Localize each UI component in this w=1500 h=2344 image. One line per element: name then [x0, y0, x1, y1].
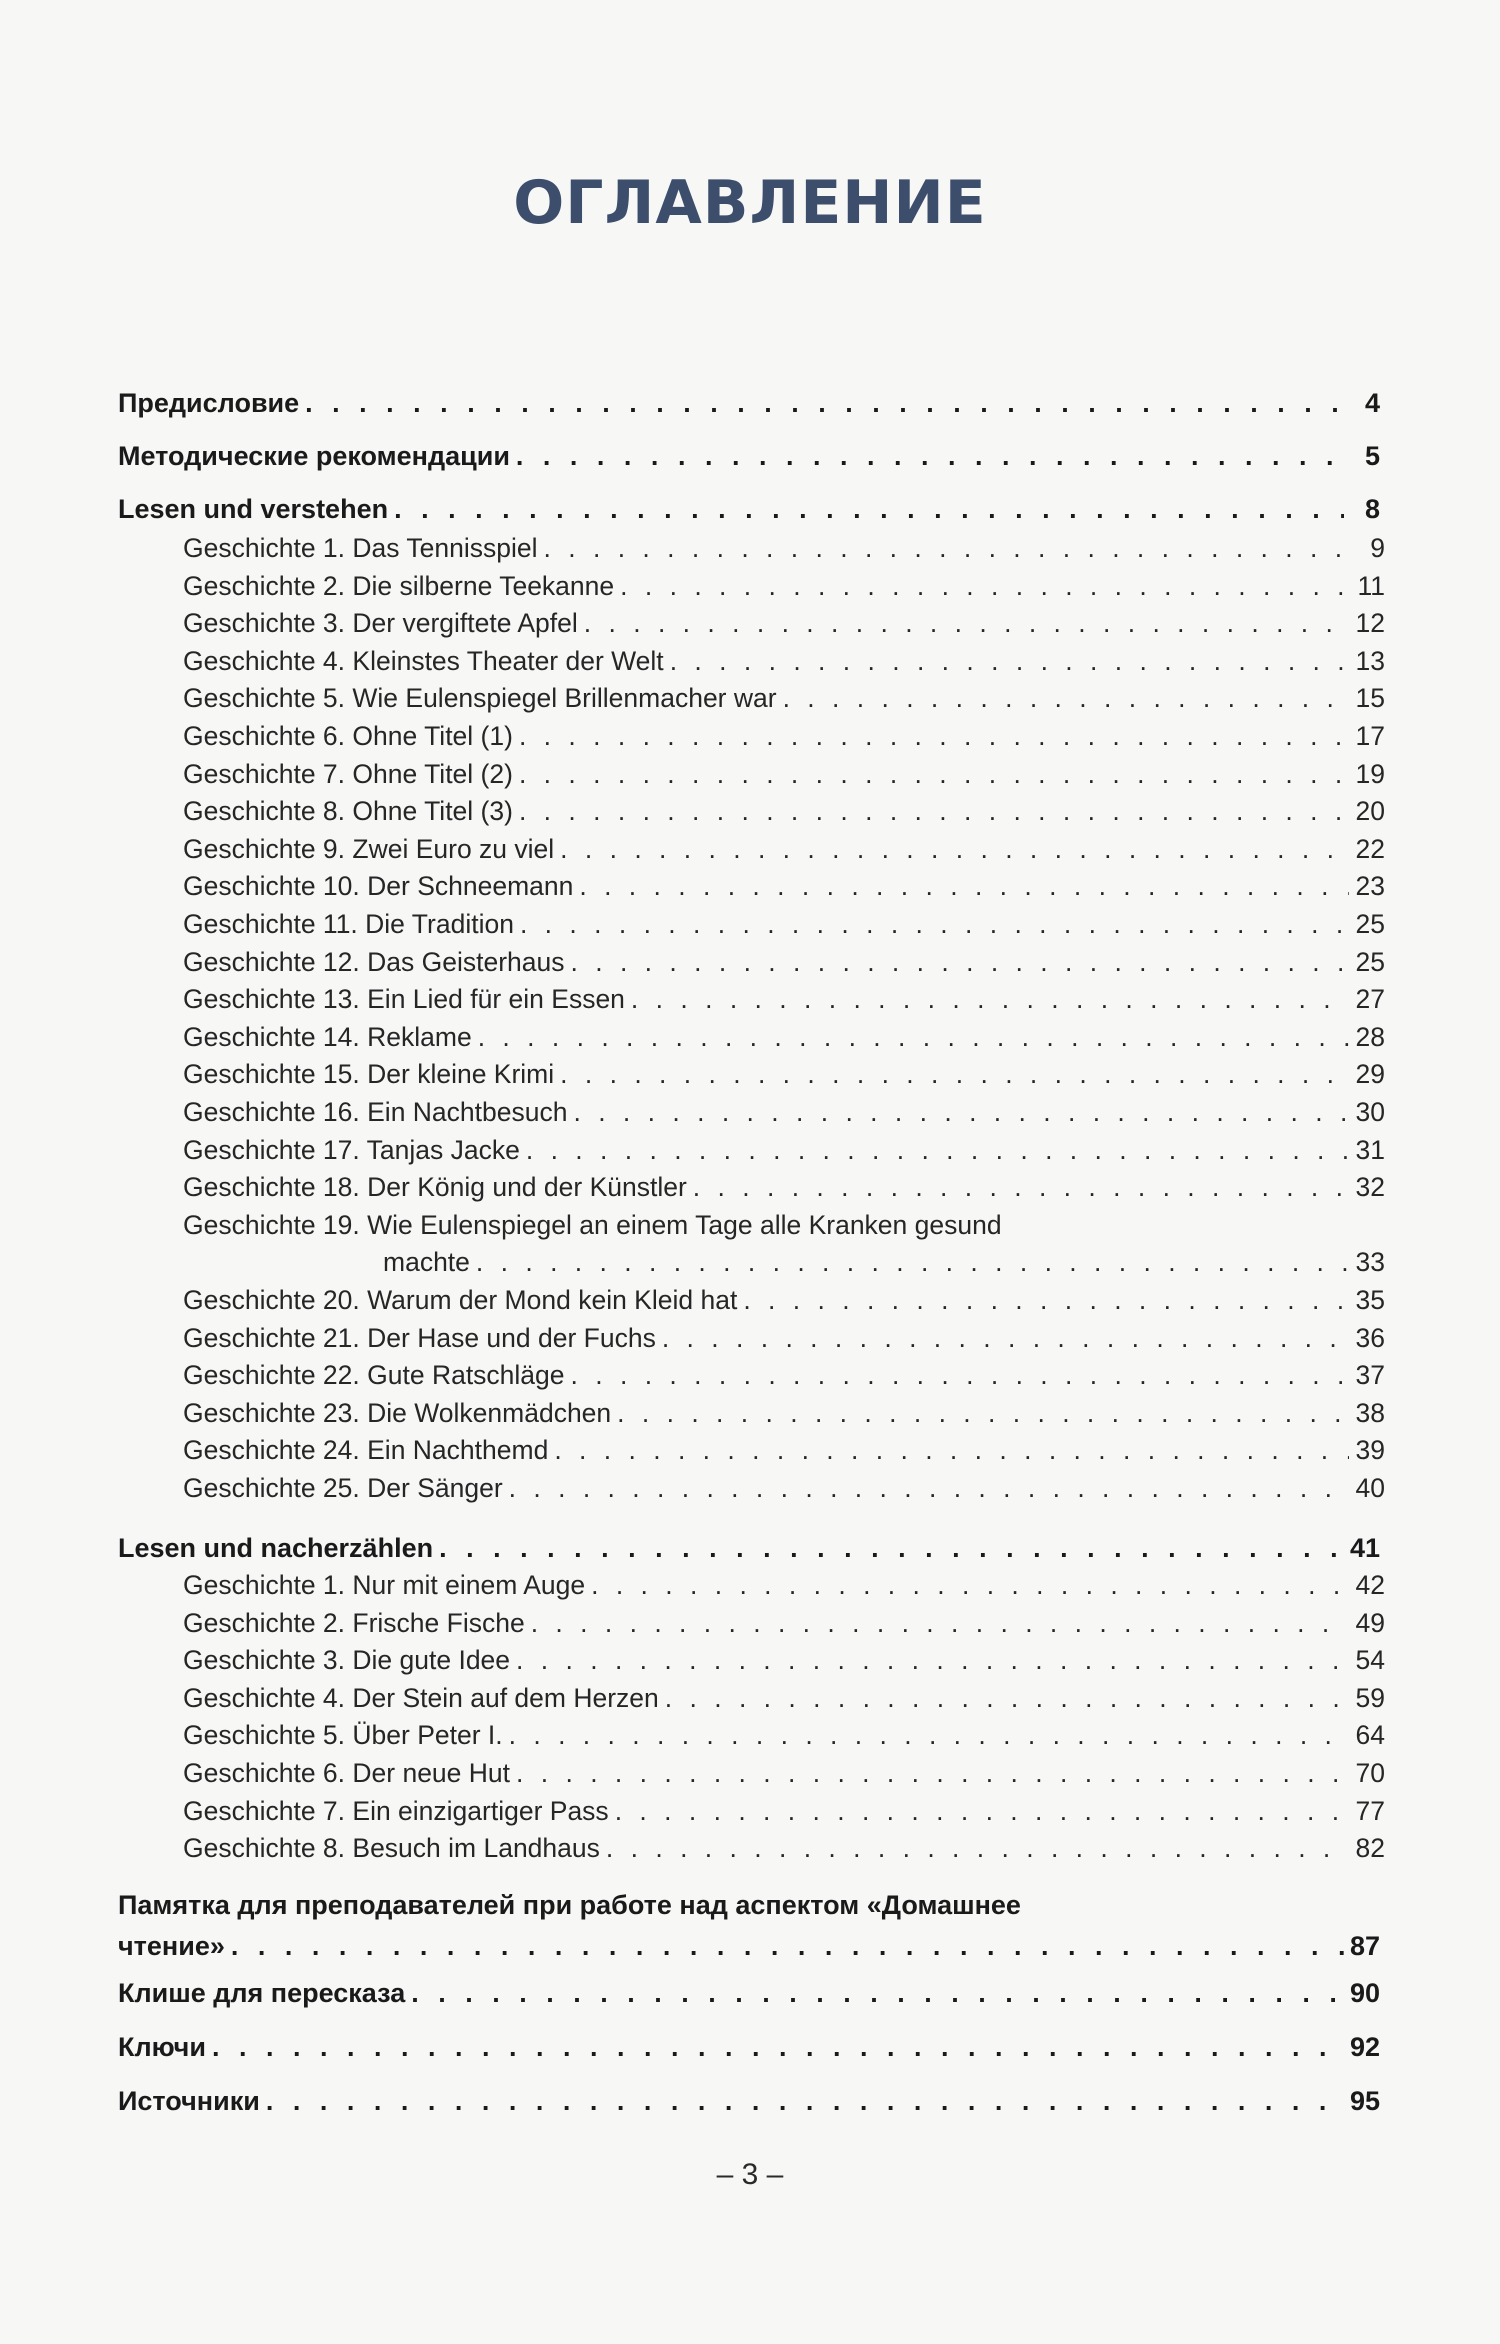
- toc-entry-label: Geschichte 1. Nur mit einem Auge: [183, 1570, 586, 1600]
- toc-entry-label: Предисловие: [118, 388, 300, 418]
- toc-entry-story[interactable]: [183, 1099, 1385, 1126]
- toc-page-number: 90: [1350, 1978, 1381, 2008]
- toc-page-number: 35: [1355, 1285, 1385, 1315]
- toc-entry-story[interactable]: [183, 1647, 1385, 1674]
- toc-page-number: 59: [1355, 1682, 1385, 1713]
- toc-entry-label: Geschichte 3. Der vergiftete Apfel: [183, 608, 578, 639]
- dot-leader: [519, 723, 1349, 750]
- toc-entry-label: Geschichte 6. Ohne Titel (1): [183, 721, 513, 751]
- toc-entry-label: Geschichte 11. Die Tradition: [183, 909, 514, 939]
- dot-leader: [439, 1535, 1344, 1562]
- dot-leader: [615, 1798, 1349, 1825]
- toc-entry-label: Geschichte 5. Über Peter I.: [183, 1720, 503, 1751]
- toc-entry-klyuchi[interactable]: [118, 2034, 1380, 2061]
- toc-page-number: 82: [1355, 1833, 1385, 1864]
- toc-entry-label-line1: Памятка для преподавателей при работе над аспектом «Домашнее: [118, 1890, 1021, 1920]
- dot-leader: [509, 1475, 1349, 1502]
- toc-entry-label: Ключи: [118, 2032, 206, 2062]
- toc-page-number: 19: [1355, 758, 1385, 789]
- toc-page-number: 17: [1355, 721, 1385, 751]
- toc-entry-label: Geschichte 4. Der Stein auf dem Herzen: [183, 1682, 659, 1713]
- toc-entry-label: Источники: [118, 2086, 260, 2116]
- toc-entry-label: Geschichte 8. Besuch im Landhaus: [183, 1833, 600, 1864]
- toc-entry-story[interactable]: [183, 1061, 1385, 1088]
- toc-entry-story[interactable]: [183, 798, 1385, 825]
- dot-leader: [305, 390, 1344, 417]
- toc-entry-story[interactable]: [183, 1437, 1385, 1464]
- toc-entry-story[interactable]: [183, 685, 1385, 712]
- page-title: ОГЛАВЛЕНИЕ: [513, 168, 987, 238]
- dot-leader: [531, 1610, 1349, 1637]
- toc-page-number: 87: [1350, 1931, 1381, 1961]
- dot-leader: [509, 1722, 1349, 1749]
- toc-page-number: 77: [1355, 1795, 1385, 1826]
- toc-entry-pamyatka[interactable]: [118, 1933, 1380, 1960]
- toc-entry-lesen-nacherzaehlen[interactable]: [118, 1535, 1380, 1562]
- toc-page-number: 4: [1364, 388, 1380, 418]
- toc-entry-klishe[interactable]: [118, 1980, 1380, 2007]
- toc-entry-story[interactable]: [183, 1682, 1385, 1713]
- toc-page-number: 33: [1355, 1247, 1385, 1278]
- toc-entry-label: machte: [383, 1247, 470, 1278]
- toc-entry-story[interactable]: [183, 1607, 1385, 1638]
- toc-entry-label: Geschichte 5. Wie Eulenspiegel Brillenmacher war: [183, 683, 777, 714]
- toc-page-number: 11: [1357, 570, 1385, 601]
- dot-leader: [516, 443, 1344, 470]
- toc-entry-label: Geschichte 8. Ohne Titel (3): [183, 796, 513, 827]
- toc-entry-story[interactable]: [183, 1362, 1385, 1389]
- toc-entry-label: Geschichte 23. Die Wolkenmädchen: [183, 1397, 612, 1428]
- toc-entry-story[interactable]: [183, 1021, 1385, 1052]
- toc-entry-story[interactable]: [183, 1174, 1385, 1201]
- toc-page-number: 8: [1364, 494, 1380, 524]
- dot-leader: [783, 685, 1349, 712]
- toc-entry-story[interactable]: [183, 1134, 1385, 1165]
- dot-leader: [266, 2088, 1344, 2115]
- dot-leader: [591, 1572, 1349, 1599]
- dot-leader: [606, 1835, 1349, 1862]
- toc-entry-istochniki[interactable]: [118, 2088, 1380, 2115]
- toc-entry-story[interactable]: [183, 1397, 1385, 1428]
- toc-entry-label: Geschichte 2. Frische Fische: [183, 1607, 525, 1638]
- toc-entry-label: Методические рекомендации: [118, 441, 510, 471]
- toc-entry-label: чтение»: [118, 1931, 225, 1961]
- toc-entry-story[interactable]: [183, 535, 1385, 562]
- toc-entry-label: Geschichte 20. Warum der Mond kein Kleid hat: [183, 1285, 738, 1315]
- toc-page-number: 42: [1355, 1570, 1385, 1600]
- toc-entry-label: Geschichte 17. Tanjas Jacke: [183, 1134, 520, 1165]
- toc-page-number: 12: [1355, 608, 1385, 639]
- toc-entry-label: Lesen und verstehen: [118, 494, 389, 524]
- dot-leader: [584, 610, 1349, 637]
- toc-entry-lesen-verstehen[interactable]: [118, 496, 1380, 523]
- dot-leader: [573, 1099, 1349, 1126]
- toc-entry-label: Geschichte 24. Ein Nachthemd: [183, 1435, 549, 1466]
- toc-page-number: 5: [1364, 441, 1380, 471]
- toc-page-number: 41: [1350, 1533, 1381, 1563]
- dot-leader: [571, 949, 1350, 976]
- toc-entry-label: Geschichte 14. Reklame: [183, 1021, 472, 1052]
- toc-page-number: 40: [1355, 1473, 1385, 1503]
- dot-leader: [212, 2034, 1344, 2061]
- toc-entry-label: Geschichte 18. Der König und der Künstler: [183, 1172, 687, 1203]
- toc-entry-label-line1: Geschichte 19. Wie Eulenspiegel an einem Tage alle Kranken gesund: [183, 1209, 1002, 1240]
- dot-leader: [478, 1024, 1349, 1051]
- toc-page-number: 22: [1355, 833, 1385, 864]
- toc-page-number: 38: [1355, 1397, 1385, 1428]
- toc-entry-label: Geschichte 9. Zwei Euro zu viel: [183, 833, 555, 864]
- toc-page-number: 54: [1355, 1645, 1385, 1676]
- dot-leader: [520, 911, 1349, 938]
- toc-entry-story[interactable]: [183, 1249, 1385, 1276]
- toc-entry-story[interactable]: [183, 570, 1385, 601]
- dot-leader: [743, 1287, 1349, 1314]
- toc-entry-story[interactable]: [183, 1795, 1385, 1826]
- dot-leader: [554, 1437, 1349, 1464]
- toc-entry-label: Geschichte 22. Gute Ratschläge: [183, 1360, 565, 1391]
- toc-page-number: 95: [1350, 2086, 1381, 2116]
- dot-leader: [394, 496, 1344, 523]
- toc-entry-label: Geschichte 1. Das Tennisspiel: [183, 533, 538, 563]
- toc-page-number: 36: [1355, 1322, 1385, 1353]
- dot-leader: [620, 573, 1349, 600]
- toc-entry-label: Geschichte 10. Der Schneemann: [183, 871, 574, 902]
- toc-page-number: 20: [1355, 796, 1385, 827]
- toc-entry-label: Geschichte 3. Die gute Idee: [183, 1645, 511, 1676]
- toc-page-number: 13: [1355, 645, 1385, 676]
- toc-page-number: 49: [1355, 1607, 1385, 1638]
- dot-leader: [526, 1137, 1349, 1164]
- toc-entry-label: Geschichte 25. Der Sänger: [183, 1473, 503, 1503]
- toc-page-number: 29: [1355, 1059, 1385, 1090]
- toc-page-number: 31: [1355, 1134, 1385, 1165]
- toc-page-number: 92: [1350, 2032, 1381, 2062]
- dot-leader: [411, 1980, 1344, 2007]
- dot-leader: [516, 1647, 1349, 1674]
- toc-entry-story[interactable]: [183, 1322, 1385, 1353]
- toc-page-number: 30: [1355, 1097, 1385, 1127]
- toc-entry-label: Geschichte 15. Der kleine Krimi: [183, 1059, 555, 1090]
- toc-page-number: 70: [1355, 1758, 1385, 1788]
- toc-entry-story[interactable]: [183, 1760, 1385, 1787]
- toc-page-number: 27: [1355, 984, 1385, 1015]
- toc-entry-story[interactable]: [183, 1835, 1385, 1862]
- dot-leader: [231, 1933, 1344, 1960]
- dot-leader: [519, 798, 1349, 825]
- toc-page-number: 64: [1355, 1720, 1385, 1751]
- dot-leader: [693, 1174, 1349, 1201]
- toc-entry-story[interactable]: [183, 1572, 1385, 1599]
- toc-page-number: 23: [1355, 871, 1385, 902]
- toc-entry-label: Geschichte 4. Kleinstes Theater der Welt: [183, 645, 664, 676]
- toc-entry-methodic[interactable]: [118, 443, 1380, 470]
- toc-entry-label: Geschichte 7. Ohne Titel (2): [183, 758, 513, 789]
- dot-leader: [560, 1061, 1349, 1088]
- toc-page-number: 39: [1355, 1435, 1385, 1466]
- toc-entry-story[interactable]: [183, 833, 1385, 864]
- toc-entry-story[interactable]: [183, 986, 1385, 1013]
- toc-entry-label: Клише для пересказа: [118, 1978, 406, 2008]
- toc-entry-story[interactable]: [183, 911, 1385, 938]
- dot-leader: [665, 1685, 1349, 1712]
- dot-leader: [476, 1249, 1349, 1276]
- toc-page-number: 25: [1355, 909, 1385, 939]
- dot-leader: [631, 986, 1349, 1013]
- dot-leader: [560, 836, 1349, 863]
- dot-leader: [670, 648, 1349, 675]
- toc-entry-label: Geschichte 16. Ein Nachtbesuch: [183, 1097, 568, 1127]
- toc-entry-story[interactable]: [183, 1287, 1385, 1314]
- dot-leader: [544, 535, 1349, 562]
- toc-entry-story[interactable]: [183, 1475, 1385, 1502]
- toc-entry-story[interactable]: [183, 610, 1385, 637]
- toc-entry-label: Geschichte 6. Der neue Hut: [183, 1758, 511, 1788]
- toc-entry-story[interactable]: [183, 873, 1385, 900]
- toc-page-number: 37: [1355, 1360, 1385, 1391]
- toc-entry-story[interactable]: [183, 645, 1385, 676]
- dot-leader: [519, 761, 1349, 788]
- toc-entry-story[interactable]: [183, 723, 1385, 750]
- toc-entry-label: Geschichte 12. Das Geisterhaus: [183, 946, 565, 977]
- toc-page-number: 25: [1355, 946, 1385, 977]
- toc-entry-label: Geschichte 2. Die silberne Teekanne: [183, 570, 615, 601]
- toc-entry-label: Geschichte 13. Ein Lied für ein Essen: [183, 984, 625, 1015]
- dot-leader: [571, 1362, 1349, 1389]
- dot-leader: [579, 873, 1349, 900]
- toc-entry-label: Lesen und nacherzählen: [118, 1533, 434, 1563]
- toc-page-number: 28: [1355, 1021, 1385, 1052]
- toc-entry-story[interactable]: [183, 946, 1385, 977]
- toc-entry-story[interactable]: [183, 1722, 1385, 1749]
- toc-entry-label: Geschichte 7. Ein einzigartiger Pass: [183, 1795, 609, 1826]
- toc-page-number: 32: [1355, 1172, 1385, 1203]
- toc-entry-story[interactable]: [183, 758, 1385, 789]
- toc-page-number: 15: [1355, 683, 1385, 714]
- toc-page-number: 9: [1370, 533, 1385, 563]
- dot-leader: [516, 1760, 1349, 1787]
- dot-leader: [662, 1325, 1349, 1352]
- toc-entry-preface[interactable]: [118, 390, 1380, 417]
- page-number: – 3 –: [716, 2158, 784, 2191]
- toc-entry-label: Geschichte 21. Der Hase und der Fuchs: [183, 1322, 656, 1353]
- dot-leader: [617, 1400, 1349, 1427]
